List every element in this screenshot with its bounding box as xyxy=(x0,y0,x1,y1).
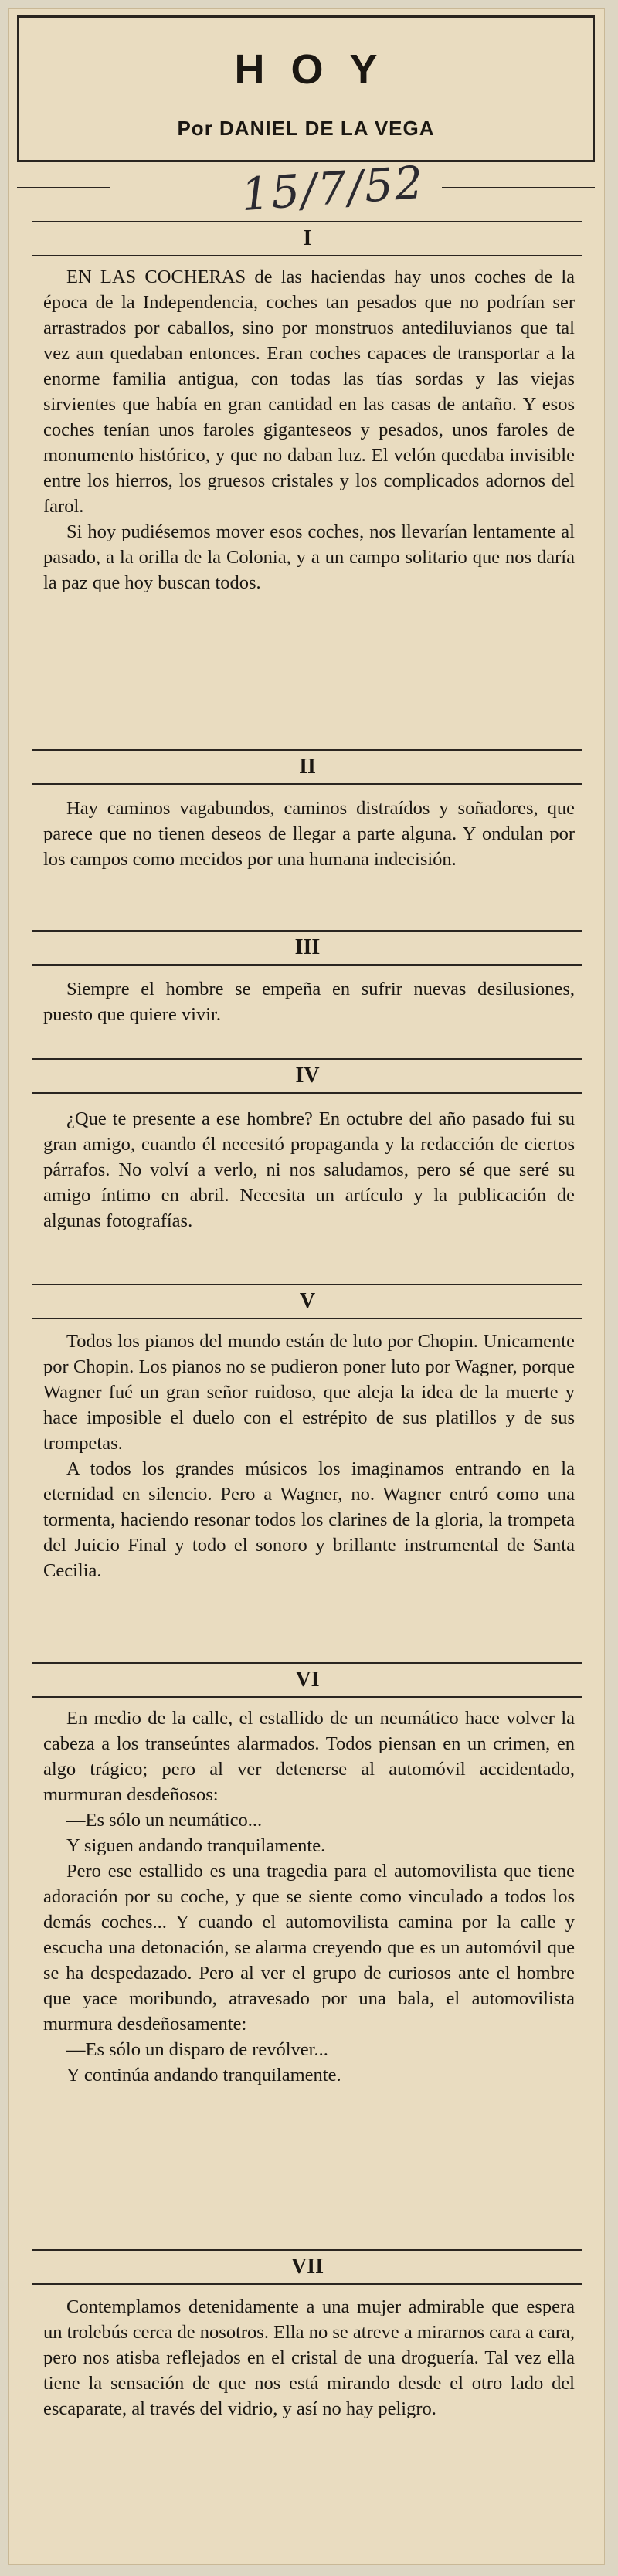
section-numeral: III xyxy=(294,935,321,959)
section-heading-4 xyxy=(32,1058,582,1094)
header-box xyxy=(17,15,595,162)
section-body-3 xyxy=(43,976,575,1027)
paragraph: Hay caminos vagabundos, caminos distraídos y soñadores, que parece que no tienen deseos de llegar a parte alguna. Y ondulan por los campos como mecidos por una humana indecisión. xyxy=(43,798,575,870)
paragraph: Siempre el hombre se empeña en sufrir nuevas desilusiones, puesto que quiere vivir. xyxy=(43,979,575,1025)
section-heading-6 xyxy=(32,1662,582,1698)
section-heading-7 xyxy=(32,2249,582,2285)
section-numeral: VI xyxy=(295,1668,320,1692)
paragraph: ¿Que te presente a ese hombre? En octubre del año pasado fui su gran amigo, cuando él necesitó propaganda y la redacción de ciertos párrafos. No volví a verlo, ni nos saludamos, pero sé que seré su amigo íntimo en abril. Necesita un artículo y la publicación de algunas fotografías. xyxy=(43,1108,575,1231)
paragraph: Y siguen andando tranquilamente. xyxy=(66,1835,326,1856)
section-heading-3 xyxy=(32,930,582,966)
section-numeral: II xyxy=(299,755,316,779)
paragraph: Pero ese estallido es una tragedia para el automovilista que tiene adoración por su coche, y que se siente como vinculado a todos los demás coches... Y cuando el automovilista camina por la calle y escucha una detonación, se alarma creyendo que es un automóvil que se ha despedazado. Pero al ver el grupo de curiosos ante el hombre que yace moribundo, atravesado por una bala, el automovilista murmura desdeñosamente: xyxy=(43,1861,575,2035)
section-body-2 xyxy=(43,796,575,872)
section-numeral: I xyxy=(303,226,312,250)
section-body-7 xyxy=(43,2294,575,2422)
section-numeral: VII xyxy=(290,2255,324,2279)
paragraph: En medio de la calle, el estallido de un neumático hace volver la cabeza a los transeúntes alarmados. Todos piensan en un crimen, en algo trágico; pero al ver detenerse al automóvil accidentado, murmuran desdeñosos: xyxy=(43,1708,575,1805)
rule-left xyxy=(17,187,110,188)
section-heading-2 xyxy=(32,749,582,785)
rule-right xyxy=(442,187,595,188)
section-body-1 xyxy=(43,264,575,596)
column-title: HOY xyxy=(234,46,404,93)
section-numeral: V xyxy=(299,1289,316,1313)
section-heading-1 xyxy=(32,221,582,256)
section-body-6 xyxy=(43,1705,575,2088)
section-numeral: IV xyxy=(295,1064,320,1088)
section-body-5 xyxy=(43,1329,575,1583)
section-body-4 xyxy=(43,1106,575,1234)
newspaper-clipping xyxy=(9,9,604,2564)
paragraph: Todos los pianos del mundo están de luto por Chopin. Unicamente por Chopin. Los pianos no se pudieron poner luto por Wagner, porque Wagner fué un gran señor ruidoso, que aleja la idea de la muerte y hace imposible el duelo con el estrépito de sus platillos y de sus trompetas. xyxy=(43,1331,575,1454)
section-heading-5 xyxy=(32,1284,582,1319)
paragraph: —Es sólo un disparo de revólver... xyxy=(66,2039,328,2060)
byline: Por DANIEL DE LA VEGA xyxy=(177,117,435,140)
paragraph: Contemplamos detenidamente a una mujer admirable que espera un trolebús cerca de nosotros. Ella no se atreve a mirarnos cara a cara, pero nos atisba reflejados en el cristal de una droguería. Tal vez ella tiene la sensación de que nos está mirando desde el otro lado del escaparate, al través del vidrio, y así no hay peligro. xyxy=(43,2296,575,2419)
handwritten-date: 15/7/52 xyxy=(239,155,426,222)
paragraph: EN LAS COCHERAS de las haciendas hay unos coches de la época de la Independencia, coches tan pesados que no podrían ser arrastrados por caballos, sino por monstruos antediluvianos que tal vez aun quedaban entonces. Eran coches capaces de transportar a la enorme familia antigua, con todas las tías sordas y las viejas sirvientes que había en gran cantidad en las casas de antaño. Y esos coches tenían unos faroles giganteseos y pesados, unos faroles de monumento histórico, y que no daban luz. El velón quedaba invisible entre los hierros, los gruesos cristales y los complicados adornos del farol. xyxy=(43,266,575,517)
paragraph: Y continúa andando tranquilamente. xyxy=(66,2065,341,2086)
paragraph: A todos los grandes músicos los imaginamos entrando en la eternidad en silencio. Pero a Wagner, no. Wagner entró como una tormenta, haciendo resonar todos los clarines de la gloria, la trompeta del Juicio Final y todo el sonoro y brillante instrumental de Santa Cecilia. xyxy=(43,1458,575,1581)
paragraph: —Es sólo un neumático... xyxy=(66,1810,263,1831)
paragraph: Si hoy pudiésemos mover esos coches, nos llevarían lentamente al pasado, a la orilla de la Colonia, y a un campo solitario que nos daría la paz que hoy buscan todos. xyxy=(43,521,575,593)
